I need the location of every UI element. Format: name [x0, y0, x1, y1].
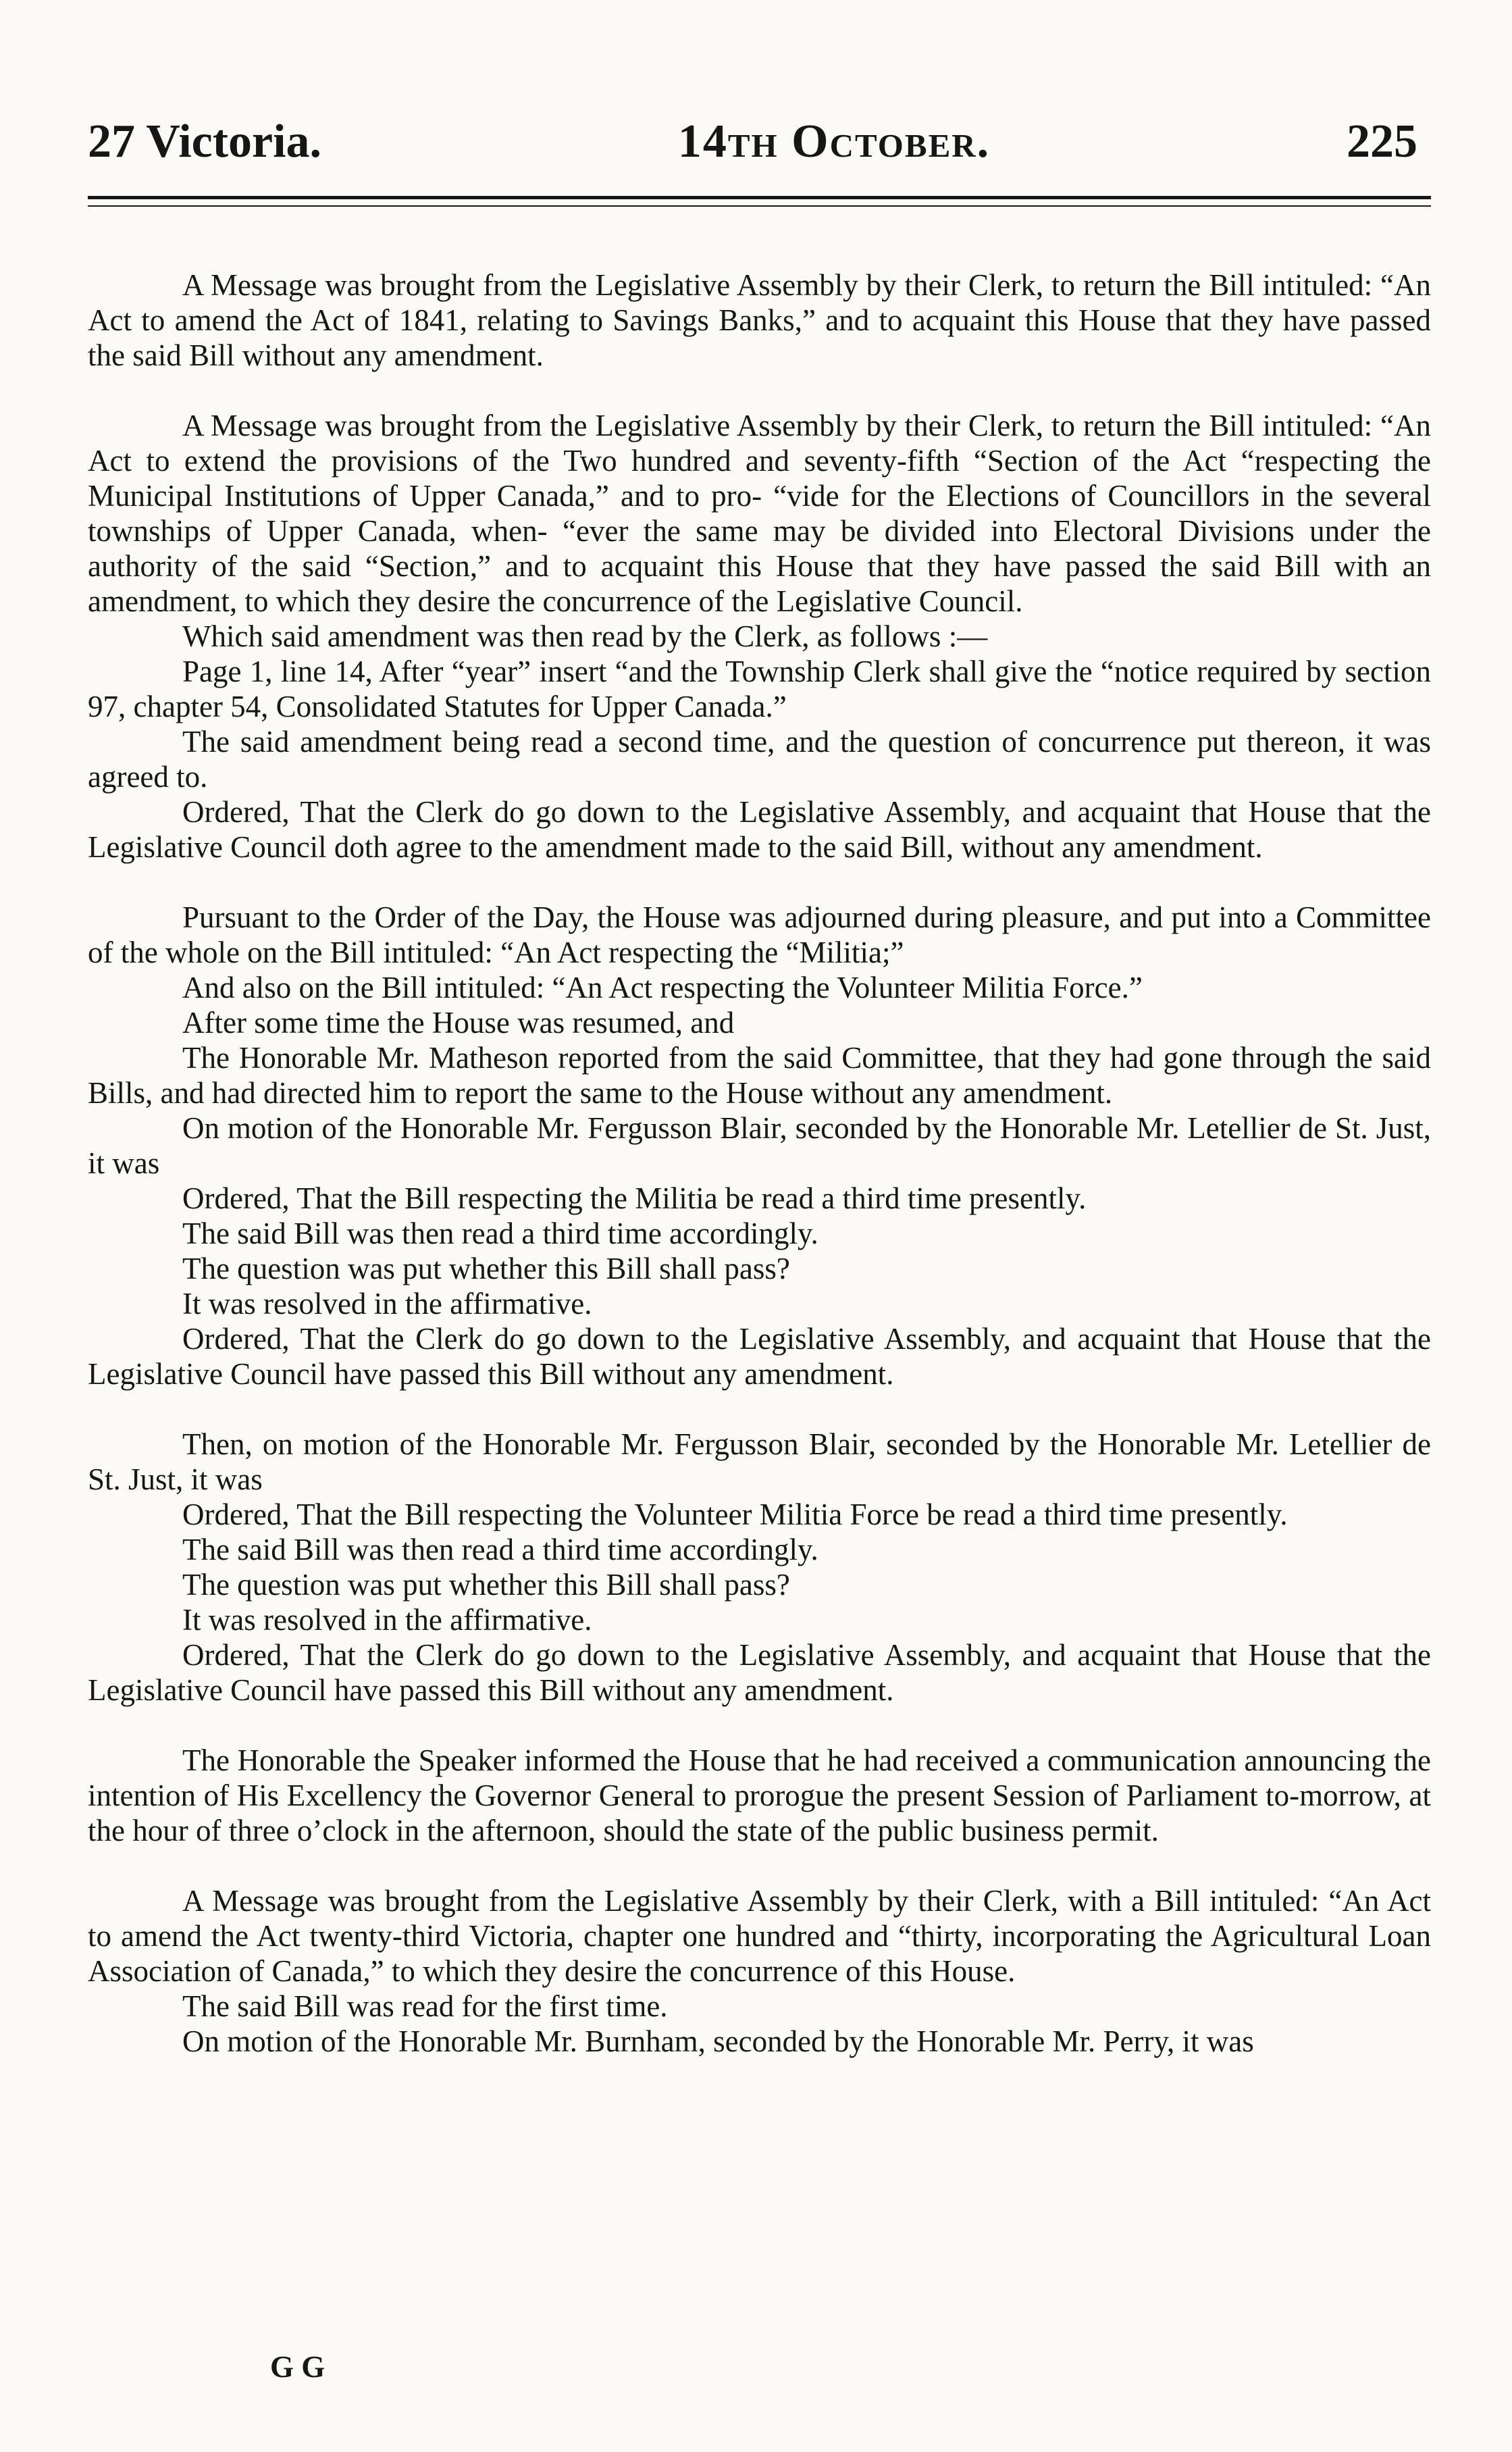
paragraph: The Honorable Mr. Matheson reported from the said Committee, that they had gone through the said Bills, and had directed him to report the same to the House without any amendment.: [88, 1041, 1431, 1110]
paragraph: Ordered, That the Clerk do go down to the Legislative Assembly, and acquaint that House that the Legislative Council doth agree to the amendment made to the said Bill, without any amendment.: [88, 795, 1431, 864]
paragraph: The Honorable the Speaker informed the House that he had received a communication announcing the intention of His Excellency the Governor General to prorogue the present Session of Parliament to-morrow, at the hour of three o’clock in the afternoon, should the state of the public business permit.: [88, 1743, 1431, 1847]
signature-mark: G G: [270, 2350, 325, 2384]
paragraph: Ordered, That the Clerk do go down to the Legislative Assembly, and acquaint that House that the Legislative Council have passed this Bill without any amendment.: [88, 1322, 1431, 1391]
entry-militia-committee: [88, 900, 1431, 1391]
journal-body: [88, 267, 1431, 2059]
header-double-rule: [88, 196, 1431, 207]
paragraph: The question was put whether this Bill shall pass?: [182, 1568, 790, 1602]
paragraph: The question was put whether this Bill shall pass?: [182, 1252, 790, 1285]
header-session: 27 Victoria.: [88, 116, 322, 168]
header-rule-thin: [88, 205, 1431, 207]
page-number: 225: [1347, 116, 1417, 168]
entry-municipal-institutions: [88, 408, 1431, 865]
paragraph: Page 1, line 14, After “year” insert “and the Township Clerk shall give the “notice required by section 97, chapter 54, Consolidated Statutes for Upper Canada.”: [88, 655, 1431, 723]
entry-agricultural-loan: [88, 1883, 1431, 2059]
paragraph: Pursuant to the Order of the Day, the House was adjourned during pleasure, and put into a Committee of the whole on the Bill intituled: “An Act respecting the “Militia;”: [88, 900, 1431, 969]
paragraph: Ordered, That the Clerk do go down to the Legislative Assembly, and acquaint that House that the Legislative Council have passed this Bill without any amendment.: [88, 1638, 1431, 1707]
entry-volunteer-militia: [88, 1427, 1431, 1708]
entry-savings-banks: [88, 267, 1431, 373]
paragraph: A Message was brought from the Legislative Assembly by their Clerk, with a Bill intituled: “An Act to amend the Act twenty-third Victoria, chapter one hundred and “thirty, incorporating the Agricultural Loan Association of Canada,” to which they desire the concurrence of this House.: [88, 1884, 1431, 1988]
paragraph: Which said amendment was then read by the Clerk, as follows :—: [182, 619, 988, 653]
paragraph: Ordered, That the Bill respecting the Militia be read a third time presently.: [182, 1181, 1087, 1215]
paragraph: It was resolved in the affirmative.: [182, 1603, 592, 1637]
paragraph: The said Bill was then read a third time accordingly.: [182, 1533, 818, 1566]
paragraph: The said Bill was read for the first time.: [182, 1989, 668, 2023]
paragraph: After some time the House was resumed, and: [182, 1006, 735, 1040]
paragraph: The said Bill was then read a third time accordingly.: [182, 1217, 818, 1250]
page-header: [88, 115, 1431, 169]
paragraph: On motion of the Honorable Mr. Burnham, seconded by the Honorable Mr. Perry, it was: [182, 2024, 1254, 2058]
paragraph: And also on the Bill intituled: “An Act respecting the Volunteer Militia Force.”: [182, 971, 1143, 1004]
paragraph: On motion of the Honorable Mr. Fergusson Blair, seconded by the Honorable Mr. Letellier de St. Just, it was: [88, 1111, 1431, 1180]
header-date: 14th October.: [677, 116, 991, 168]
paragraph: A Message was brought from the Legislative Assembly by their Clerk, to return the Bill intituled: “An Act to amend the Act of 1841, relating to Savings Banks,” and to acquaint this House that they have passed the said Bill without any amendment.: [88, 268, 1431, 372]
paragraph: The said amendment being read a second time, and the question of concurrence put thereon, it was agreed to.: [88, 725, 1431, 794]
paragraph: Ordered, That the Bill respecting the Volunteer Militia Force be read a third time presently.: [182, 1498, 1288, 1531]
paragraph: Then, on motion of the Honorable Mr. Fergusson Blair, seconded by the Honorable Mr. Letellier de St. Just, it was: [88, 1427, 1431, 1496]
paragraph: A Message was brought from the Legislative Assembly by their Clerk, to return the Bill intituled: “An Act to extend the provisions of the Two hundred and seventy-fifth “Section of the Act “respecting the Municipal Institutions of Upper Canada,” and to pro- “vide for the Elections of Councillors in the several townships of Upper Canada, when- “ever the same may be divided into Electoral Divisions under the authority of the said “Section,” and to acquaint this House that they have passed the said Bill with an amendment, to which they desire the concurrence of the Legislative Council.: [88, 409, 1431, 618]
entry-prorogation-notice: [88, 1743, 1431, 1848]
header-rule-thick: [88, 196, 1431, 199]
paragraph: It was resolved in the affirmative.: [182, 1287, 592, 1321]
